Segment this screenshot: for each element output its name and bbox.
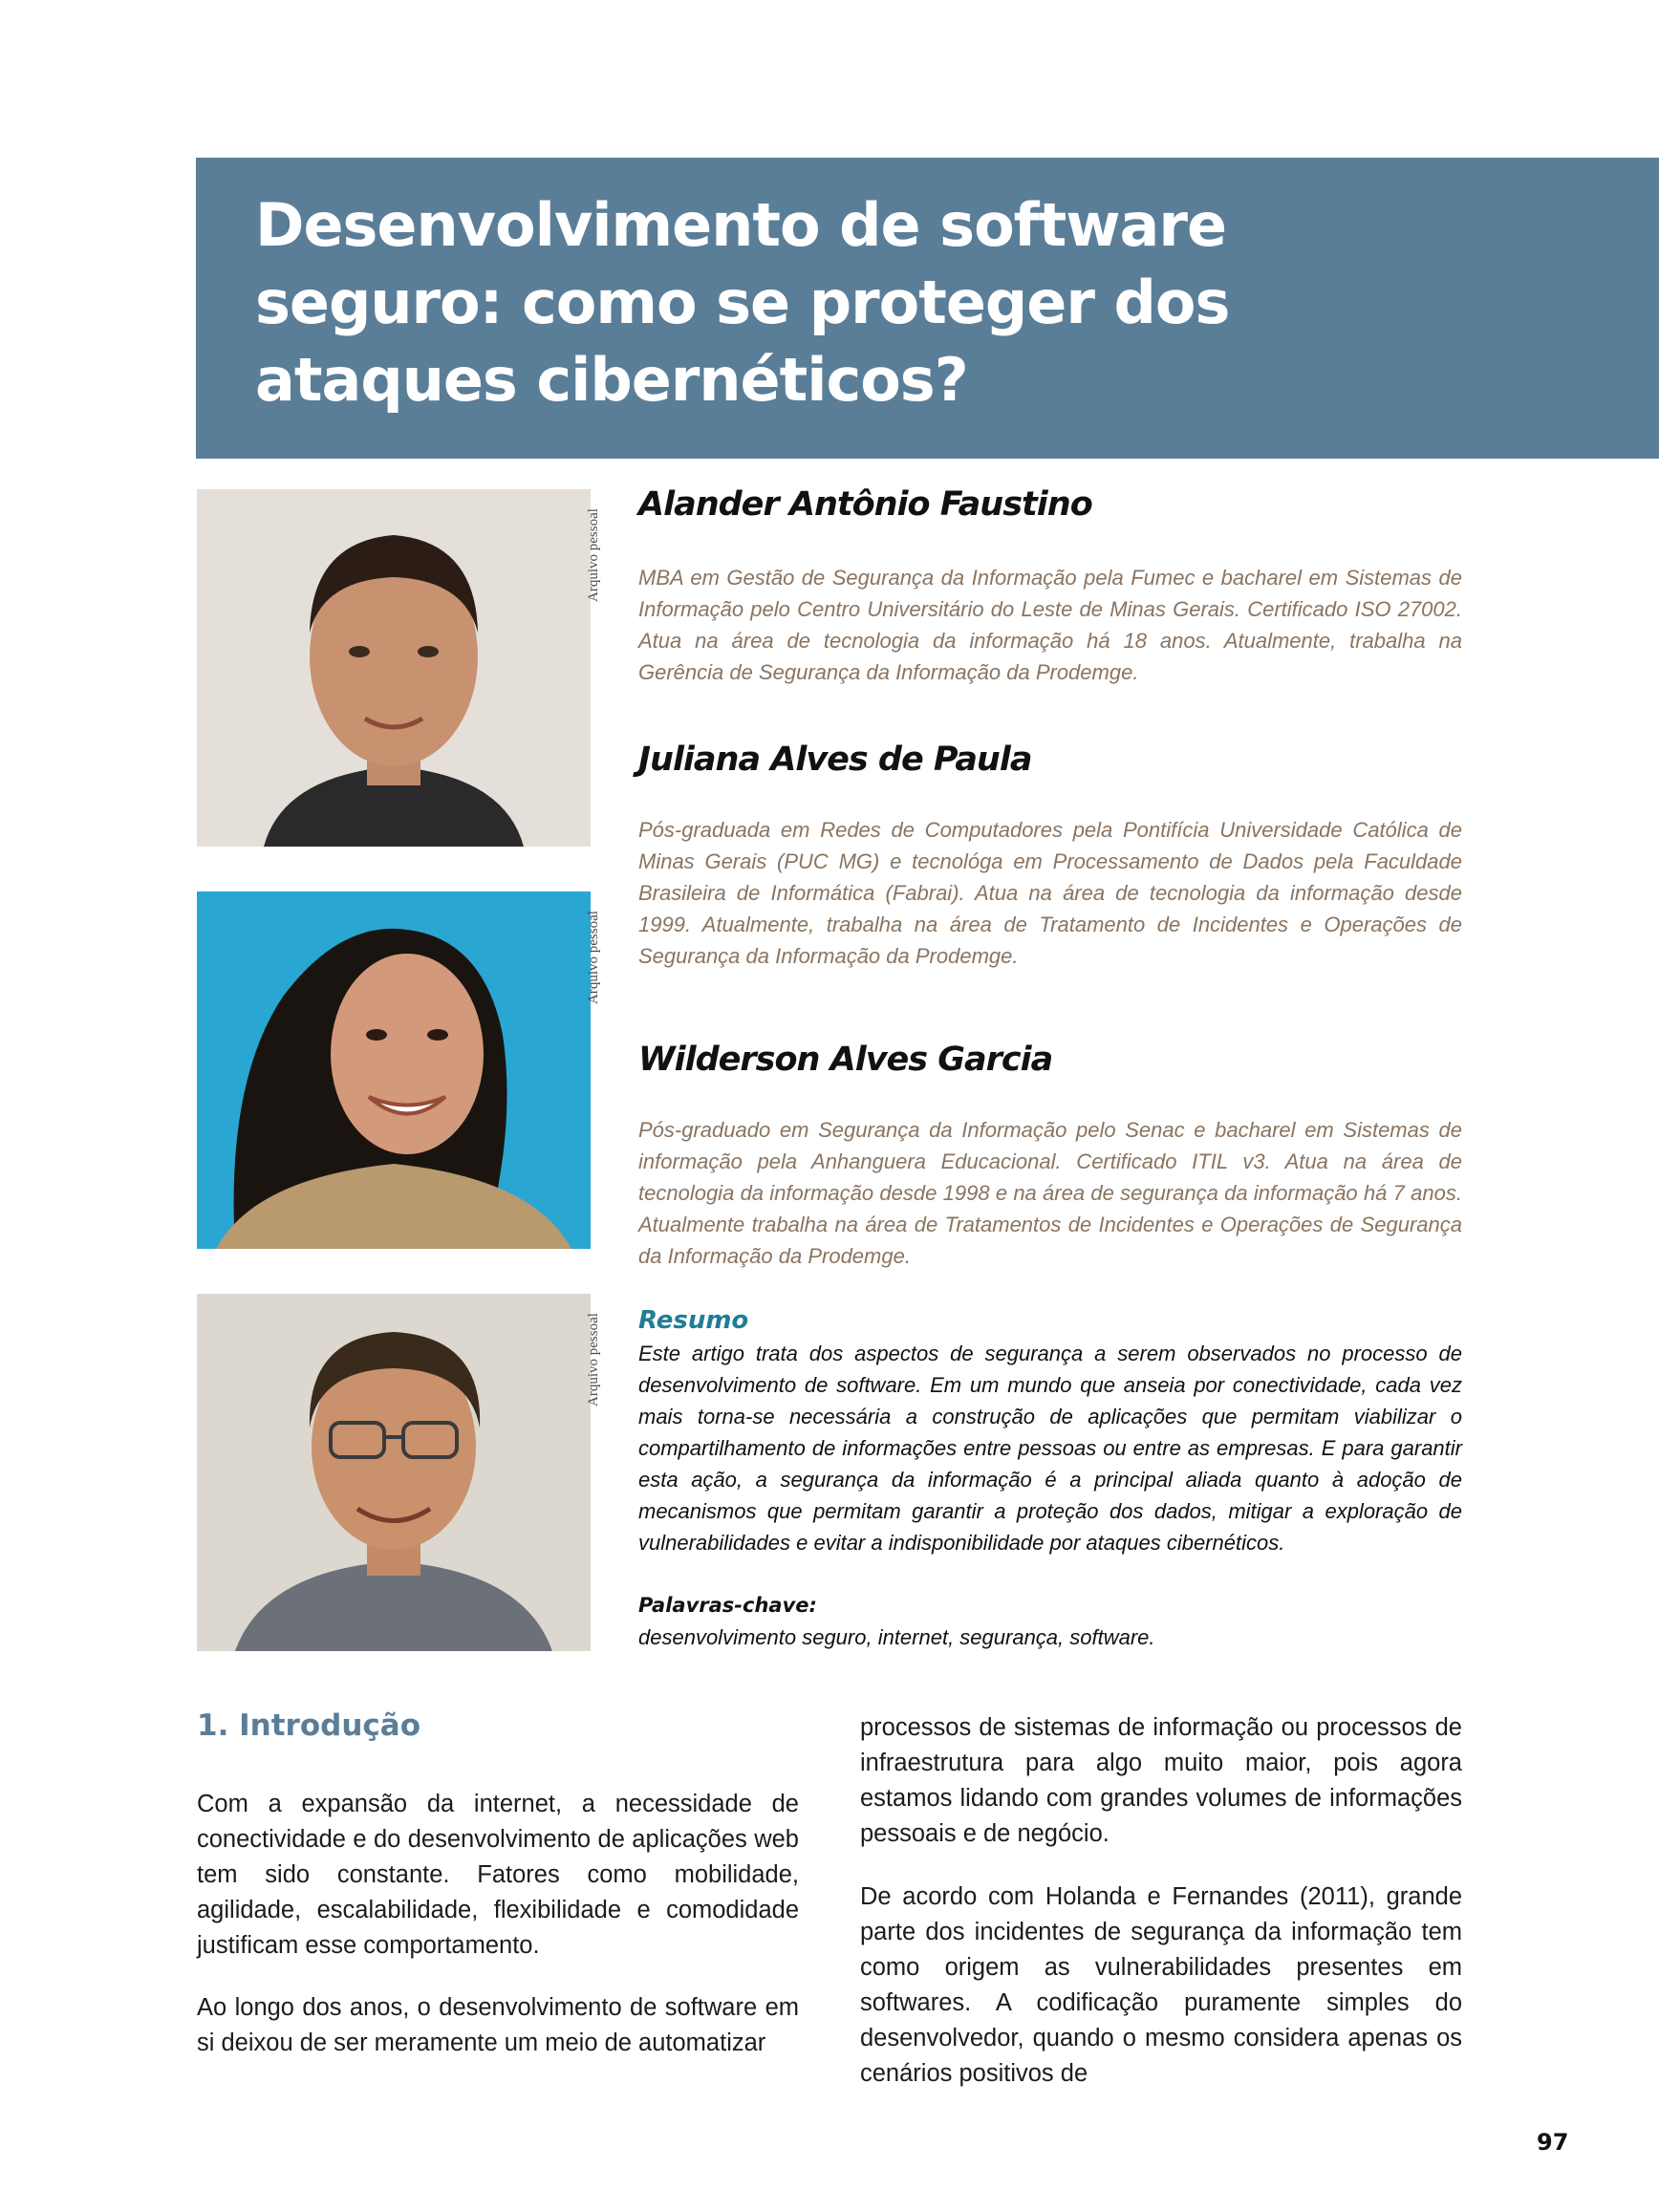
author-name-1: Alander Antônio Faustino — [638, 485, 1092, 524]
abstract-text: Este artigo trata dos aspectos de segurança a serem observados no processo de desenvolvimento de software. Em um mundo que anseia por conectividade, cada vez mais torna-se necessária a construção de aplicações que permitam viabilizar o compartilhamento de informações entre pessoas ou entre as empresas. E para garantir esta ação, a segurança da informação é a principal aliada quanto à adoção de mecanismos que permitam garantir a proteção dos dados, mitigar a exploração de vulnerabilidades e evitar a indisponibilidade por ataques cibernéticos. — [638, 1342, 1462, 1555]
keywords-text: desenvolvimento seguro, internet, segurança, software. — [638, 1625, 1155, 1649]
keywords-heading: Palavras-chave: — [638, 1594, 817, 1617]
intro-left-paragraph-2: Ao longo dos anos, o desenvolvimento de software em si deixou de ser meramente um meio de automatizar — [197, 1994, 799, 2056]
title-banner — [196, 158, 1659, 459]
author-bio-1: MBA em Gestão de Segurança da Informação pela Fumec e bacharel em Sistemas de Informação pelo Centro Universitário do Leste de Minas Gerais. Certificado ISO 27002. Atua na área de tecnologia da informação há 18 anos. Atualmente, trabalha na Gerência de Segurança da Informação da Prodemge. — [638, 566, 1462, 684]
section-heading: 1. Introdução — [197, 1708, 420, 1743]
author-bio-2: Pós-graduada em Redes de Computadores pela Pontifícia Universidade Católica de Minas Gerais (PUC MG) e tecnológa em Processamento de Dados pela Faculdade Brasileira de Informática (Fabrai). Atua na área de tecnologia da informação desde 1999. Atualmente, trabalha na área de Tratamento de Incidentes e Operações de Segurança da Informação da Prodemge. — [638, 818, 1462, 968]
photo-credit-1: Arquivo pessoal — [586, 508, 601, 602]
abstract-heading: Resumo — [638, 1306, 749, 1335]
author-photo-1 — [197, 489, 591, 847]
author-name-2: Juliana Alves de Paula — [638, 741, 1032, 779]
page-number: 97 — [1537, 2129, 1569, 2156]
author-portrait-3-icon — [197, 1294, 591, 1651]
author-portrait-1-icon — [197, 489, 591, 847]
author-bio-3: Pós-graduado em Segurança da Informação pelo Senac e bacharel em Sistemas de informação pela Anhanguera Educacional. Certificado ITIL v3. Atua na área de tecnologia da informação desde 1998 e na área de segurança da informação há 7 anos. Atualmente trabalha na área de Tratamentos de Incidentes e Operações de Segurança da Informação da Prodemge. — [638, 1118, 1462, 1268]
photo-credit-3: Arquivo pessoal — [586, 1313, 601, 1407]
photo-credit-2: Arquivo pessoal — [586, 911, 601, 1004]
author-name-3: Wilderson Alves Garcia — [638, 1041, 1053, 1079]
author-photo-3 — [197, 1294, 591, 1651]
author-photo-2 — [197, 891, 591, 1249]
author-portrait-2-icon — [197, 891, 591, 1249]
article-title: Desenvolvimento de software seguro: como se proteger dos ataques cibernéticos? — [255, 190, 1230, 415]
intro-left-paragraph-1: Com a expansão da internet, a necessidade de conectividade e do desenvolvimento de aplicações web tem sido constante. Fatores como mobilidade, agilidade, escalabilidade, flexibilidade e comodidade justificam esse comportamento. — [197, 1791, 799, 1959]
intro-right-paragraph-1: processos de sistemas de informação ou processos de infraestrutura para algo muito maior, pois agora estamos lidando com grandes volumes de informações pessoais e de negócio. — [860, 1714, 1462, 1847]
intro-right-paragraph-2: De acordo com Holanda e Fernandes (2011), grande parte dos incidentes de segurança da informação tem como origem as vulnerabilidades presentes em softwares. A codificação puramente simples do desenvolvedor, quando o mesmo considera apenas os cenários positivos de — [860, 1883, 1462, 2087]
